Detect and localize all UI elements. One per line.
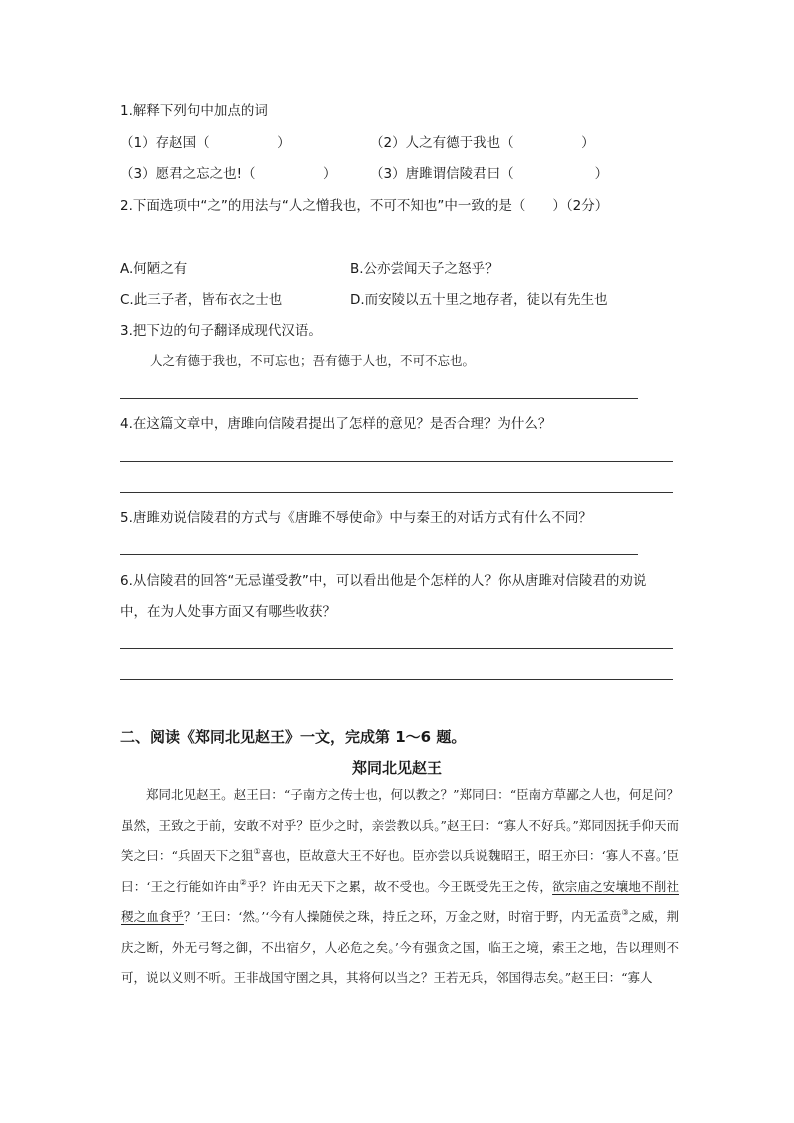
q2-option-b: B.公亦尝闻天子之怒乎？ bbox=[350, 261, 499, 277]
q5-title: 5.唐雎劝说信陵君的方式与《唐雎不辱使命》中与秦王的对话方式有什么不同？ bbox=[120, 510, 592, 526]
article-text-d: ？’王曰：‘然。’‘今有人操随侯之珠，持丘之环，万金之财，时宿于野，内无孟贲 bbox=[183, 909, 622, 924]
article-text-b: 喜也，臣故意大王不好也。臣亦尝以兵说魏昭王，昭王亦曰：‘寡人不喜。’臣曰：‘王之行能如许由 bbox=[121, 848, 679, 894]
q4-title: 4.在这篇文章中，唐雎向信陵君提出了怎样的意见？是否合理？为什么？ bbox=[120, 416, 552, 432]
q4-answer-line-2 bbox=[120, 492, 673, 493]
article-title: 郑同北见赵王 bbox=[351, 759, 442, 777]
q6-title-line-2: 中，在为人处事方面又有哪些收获？ bbox=[120, 604, 336, 620]
q1-title: 1.解释下列句中加点的词 bbox=[120, 103, 268, 119]
section-2-heading: 二、阅读《郑同北见赵王》一文，完成第 1～6 题。 bbox=[120, 728, 467, 746]
q6-answer-line-2 bbox=[120, 679, 673, 680]
article-text-a: 郑同北见赵王。赵王曰：“子南方之传士也，何以教之？”郑同曰：“臣南方草鄙之人也，何足问？虽然，王致之于前，安敢不对乎？臣少之时，亲尝教以兵。”赵王曰：“寡人不好兵。”郑同因抚手仰天而笑之曰：“兵固天下之狙 bbox=[121, 787, 679, 863]
q3-sentence: 人之有德于我也，不可忘也；吾有德于人也，不可不忘也。 bbox=[150, 353, 476, 368]
q4-answer-line-1 bbox=[120, 461, 673, 462]
q3-answer-line bbox=[120, 398, 638, 399]
q3-title: 3.把下边的句子翻译成现代汉语。 bbox=[120, 323, 322, 339]
q1-item-4: （3）唐雎谓信陵君曰（ ） bbox=[370, 166, 609, 182]
q2-option-c: C.此三子者，皆布衣之士也 bbox=[120, 292, 283, 308]
article-text-c: 乎？许由无天下之累，故不受也。今王既受先王之传， bbox=[246, 878, 553, 894]
underlined-sentence: 欲宗庙之安壤地不削社稷之血食乎 bbox=[121, 878, 679, 924]
article-text-e: 之威，荆庆之断，外无弓弩之御，不出宿夕，人必危之矣。’今有强贪之国，临王之境，索王之地，告以理则不可，说以义则不听。王非战国守圉之具，其将何以当之？王若无兵，邻国得志矣。”赵王曰：“寡人 bbox=[121, 909, 679, 985]
footnote-marker-3: ③ bbox=[621, 908, 629, 917]
q6-title-line-1: 6.从信陵君的回答“无忌谨受教”中，可以看出他是个怎样的人？你从唐雎对信陵君的劝说 bbox=[120, 573, 647, 589]
article-body bbox=[121, 780, 679, 994]
q2-title: 2.下面选项中“之”的用法与“人之憎我也，不可不知也”中一致的是（ ）（2分） bbox=[120, 198, 609, 214]
q5-answer-line bbox=[120, 554, 638, 555]
q1-item-1: （1）存赵国（ ） bbox=[120, 135, 291, 151]
q2-option-a: A.何陋之有 bbox=[120, 261, 188, 277]
footnote-marker-2: ② bbox=[239, 877, 247, 887]
q1-item-3: （3）愿君之忘之也!（ ） bbox=[120, 166, 337, 182]
q6-answer-line-1 bbox=[120, 648, 673, 649]
footnote-marker-1: ① bbox=[253, 847, 261, 856]
q2-option-d: D.而安陵以五十里之地存者，徒以有先生也 bbox=[350, 292, 608, 308]
q1-item-2: （2）人之有德于我也（ ） bbox=[370, 135, 595, 151]
